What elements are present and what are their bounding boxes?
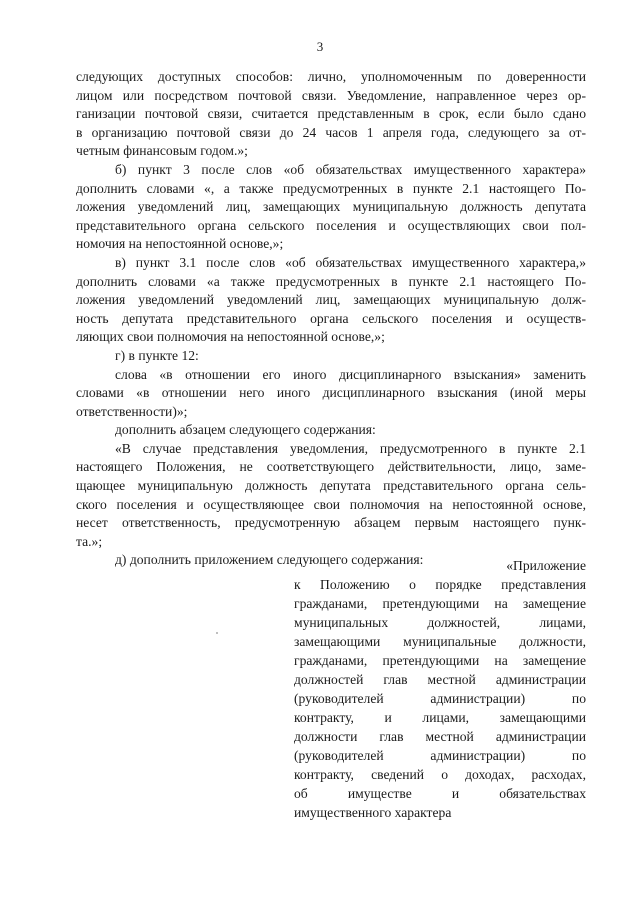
text-line: щающее муниципальную должность депутата представительного органа сель-: [76, 478, 586, 494]
appendix-heading: [294, 556, 586, 822]
paragraph-replace-words: [76, 366, 586, 422]
paragraph-quoted-clause: [76, 440, 586, 552]
text-line: ганизации почтовой связи, считается представленным в срок, если было сдано: [76, 106, 586, 122]
appendix-line: муниципальных должностей, лицами,: [294, 615, 586, 630]
text-line: настоящего Положения, не соответствующего действительности, лицо, заме-: [76, 459, 586, 475]
text-line: в) пункт 3.1 после слов «об обязательствах имущественного характера,»: [115, 254, 586, 270]
appendix-title: «Приложение: [506, 558, 586, 573]
paragraph-v: [76, 254, 586, 347]
text-line: ского поселения и осуществляющее свои полномочия на непостоянной основе,: [76, 496, 586, 512]
text-line: слова «в отношении его иного дисциплинарного взыскания» заменить: [115, 366, 586, 382]
paragraph-b: [76, 161, 586, 254]
document-body: [76, 68, 586, 570]
scan-dot: [216, 632, 218, 634]
paragraph-add-clause: [76, 421, 586, 440]
appendix-line: должности глав местной администрации: [294, 729, 586, 744]
text-line: дополнить словами «, а также предусмотренных в пункте 2.1 настоящего По-: [76, 180, 586, 196]
text-line: представительного органа сельского поселения и осуществляющих свои пол-: [76, 217, 586, 233]
appendix-line: гражданами, претендующими на замещение: [294, 596, 586, 611]
appendix-line: контракту, и лицами, замещающими: [294, 710, 586, 725]
text-line: номочия на непостоянной основе,»;: [76, 236, 284, 252]
appendix-line: имущественного характера: [294, 805, 452, 820]
text-line: ложения уведомлений уведомлений лиц, замещающих муниципальную долж-: [76, 292, 586, 308]
text-line: «В случае представления уведомления, предусмотренного в пункте 2.1: [115, 440, 586, 456]
text-line: четным финансовым годом.»;: [76, 143, 248, 159]
text-line: дополнить словами «а также предусмотренных в пункте 2.1 настоящего По-: [76, 273, 586, 289]
appendix-line: об имуществе и обязательствах: [294, 786, 586, 801]
appendix-line: контракту, сведений о доходах, расходах,: [294, 767, 586, 782]
paragraph-g: [76, 347, 586, 366]
text-line: г) в пункте 12:: [115, 347, 199, 363]
text-line: словами «в отношении него иного дисциплинарного взыскания (иной меры: [76, 385, 586, 401]
text-line: та.»;: [76, 533, 103, 549]
text-line: д) дополнить приложением следующего содержания:: [115, 552, 424, 568]
text-line: ность депутата представительного органа сельского поселения и осуществ-: [76, 310, 586, 326]
page-number: 3: [316, 39, 324, 54]
appendix-line: к Положению о порядке представления: [294, 577, 586, 592]
paragraph-continuation: [76, 68, 586, 161]
text-line: следующих доступных способов: лично, уполномоченным по доверенности: [76, 69, 586, 84]
appendix-line: (руководителей администрации) по: [294, 691, 586, 706]
text-line: ответственности)»;: [76, 403, 188, 419]
text-line: ложения уведомлений лиц, замещающих муниципальную должность депутата: [76, 199, 586, 215]
appendix-line: должностей глав местной администрации: [294, 672, 586, 687]
appendix-line: (руководителей администрации) по: [294, 748, 586, 763]
text-line: в организацию почтовой связи до 24 часов 1 апреля года, следующего за от-: [76, 124, 586, 140]
text-line: ляющих свои полномочия на непостоянной основе,»;: [76, 329, 385, 345]
text-line: дополнить абзацем следующего содержания:: [115, 422, 376, 438]
text-line: лицом или посредством почтовой связи. Уведомление, направленное через ор-: [76, 87, 586, 103]
appendix-line: замещающими муниципальные должности,: [294, 634, 586, 649]
appendix-line: гражданами, претендующими на замещение: [294, 653, 586, 668]
text-line: несет ответственность, предусмотренную абзацем первым настоящего пунк-: [76, 515, 586, 531]
text-line: б) пункт 3 после слов «об обязательствах имущественного характера»: [115, 161, 586, 177]
